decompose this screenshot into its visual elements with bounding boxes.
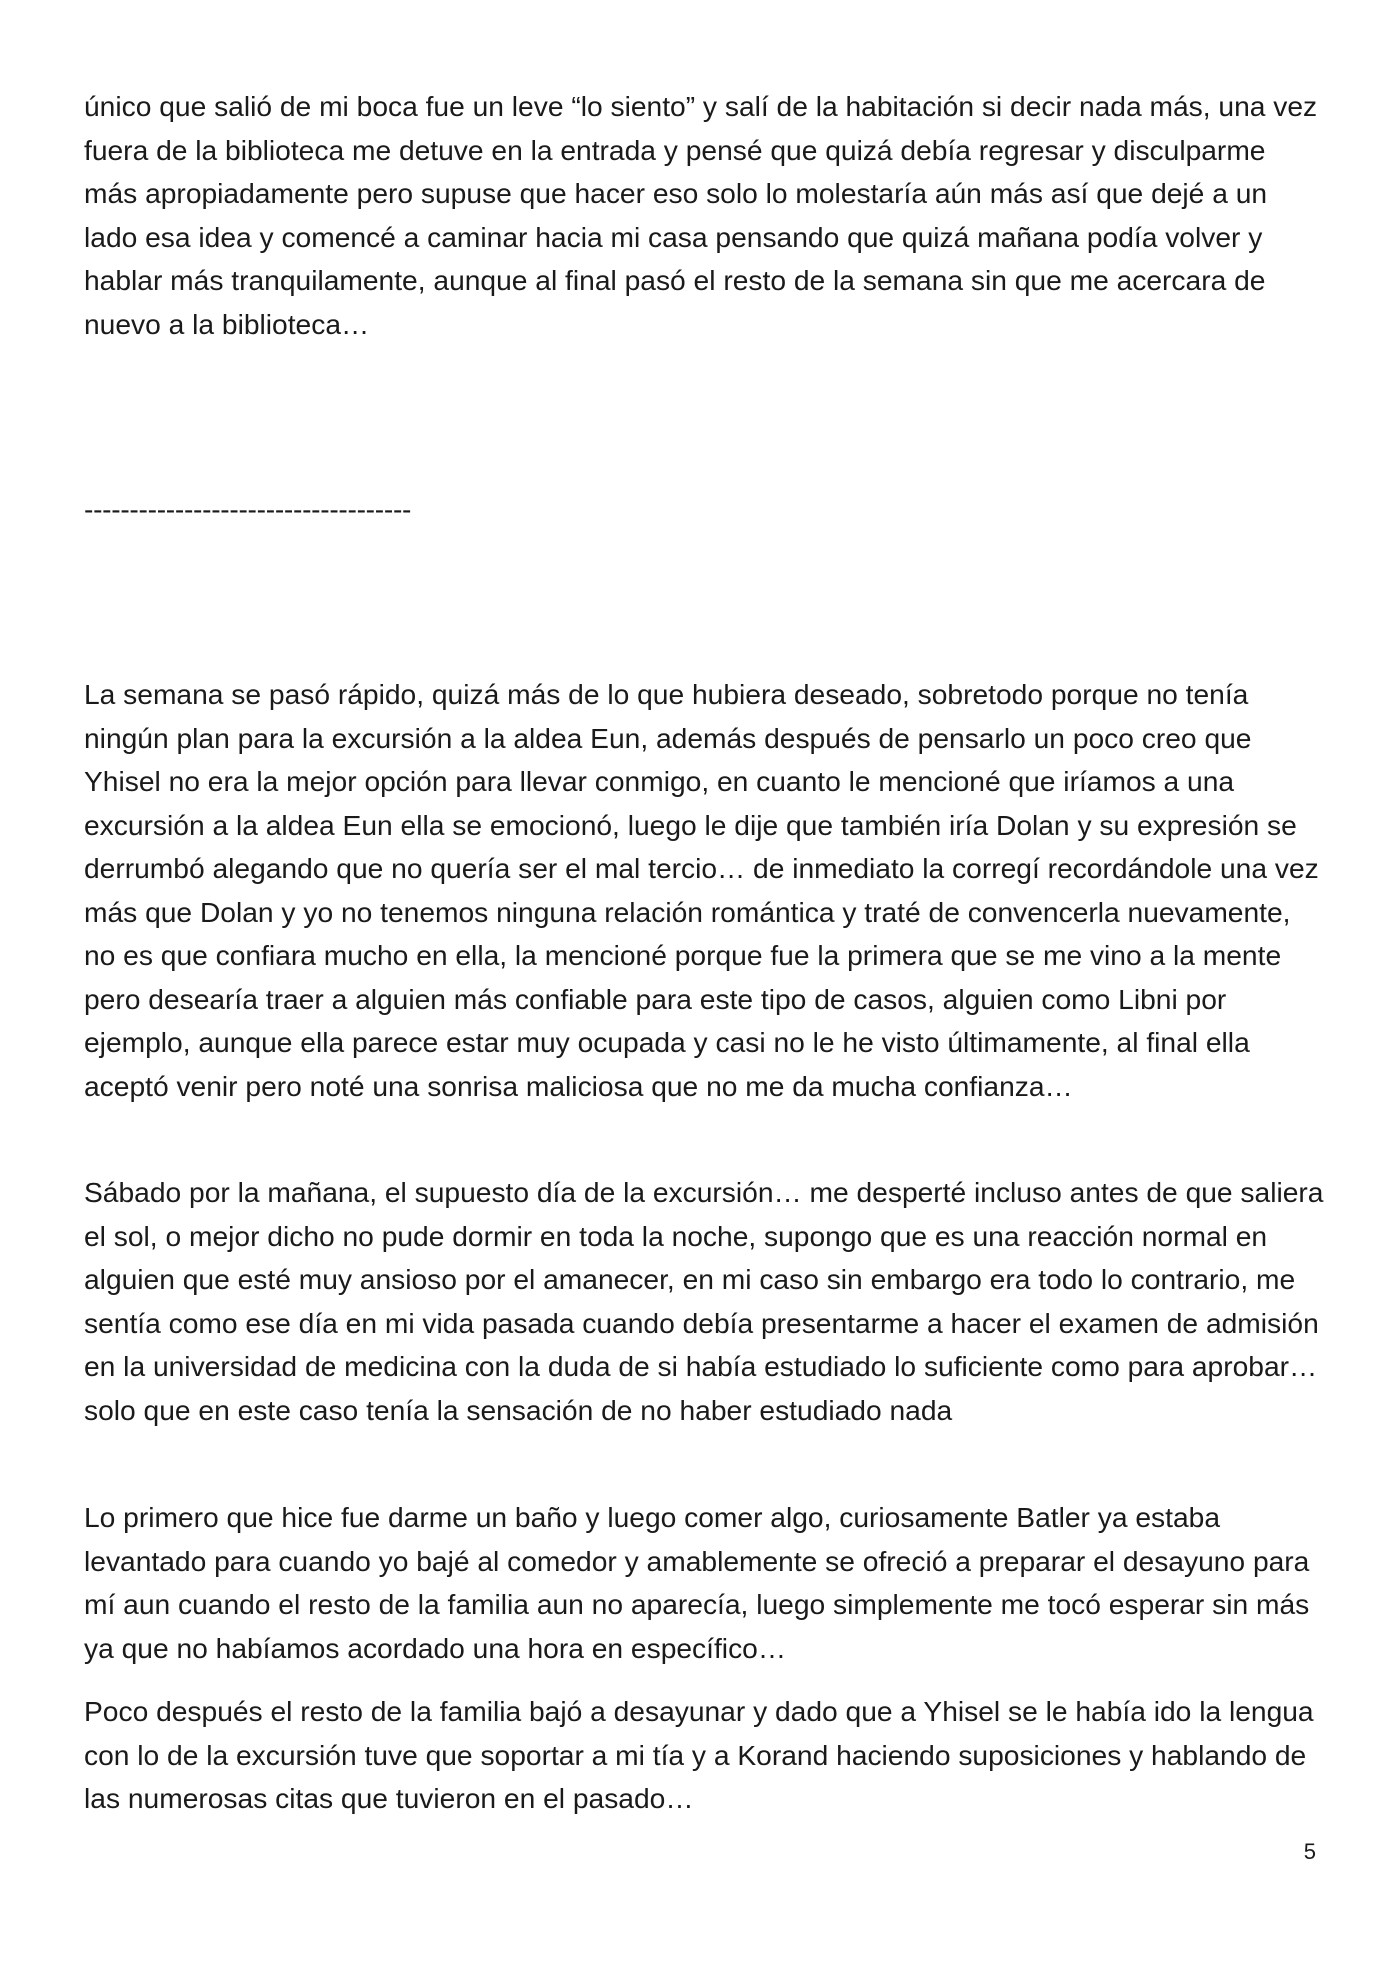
paragraph-3: Lo primero que hice fue darme un baño y luego comer algo, curiosamente Batler ya estaba levantado para cuando yo bajé al comedor y amablemente se ofreció a preparar el desayuno para mí aun cuando el resto de la familia aun no aparecía, luego simplemente me tocó esperar sin más ya que no habíamos acordado una hora en específico…	[84, 1501, 1310, 1664]
section-separator: ------------------------------------	[84, 493, 412, 525]
page-number: 5	[1303, 1839, 1316, 1864]
paragraph-intro: único que salió de mi boca fue un leve “lo siento” y salí de la habitación si decir nada más, una vez fuera de la biblioteca me detuve en la entrada y pensé que quizá debía regresar y disculparme más apropiadamente pero supuse que hacer eso solo lo molestaría aún más así que dejé a un lado esa idea y comencé a caminar hacia mi casa pensando que quizá mañana podía volver y hablar más tranquilamente, aunque al final pasó el resto de la semana sin que me acercara de nuevo a la biblioteca…	[84, 90, 1318, 340]
paragraph-2: Sábado por la mañana, el supuesto día de la excursión… me desperté incluso antes de que saliera el sol, o mejor dicho no pude dormir en toda la noche, supongo que es una reacción normal en alguien que esté muy ansioso por el amanecer, en mi caso sin embargo era todo lo contrario, me sentía como ese día en mi vida pasada cuando debía presentarme a hacer el examen de admisión en la universidad de medicina con la duda de si había estudiado lo suficiente como para aprobar… solo que en este caso tenía la sensación de no haber estudiado nada	[84, 1176, 1324, 1426]
paragraph-4: Poco después el resto de la familia bajó a desayunar y dado que a Yhisel se le había ido la lengua con lo de la excursión tuve que soportar a mi tía y a Korand haciendo suposiciones y hablando de las numerosas citas que tuvieron en el pasado…	[84, 1695, 1314, 1814]
paragraph-1: La semana se pasó rápido, quizá más de lo que hubiera deseado, sobretodo porque no tenía ningún plan para la excursión a la aldea Eun, además después de pensarlo un poco creo que Yhisel no era la mejor opción para llevar conmigo, en cuanto le mencioné que iríamos a una excursión a la aldea Eun ella se emocionó, luego le dije que también iría Dolan y su expresión se derrumbó alegando que no quería ser el mal tercio… de inmediato la corregí recordándole una vez más que Dolan y yo no tenemos ninguna relación romántica y traté de convencerla nuevamente, no es que confiara mucho en ella, la mencioné porque fue la primera que se me vino a la mente pero desearía traer a alguien más confiable para este tipo de casos, alguien como Libni por ejemplo, aunque ella parece estar muy ocupada y casi no le he visto últimamente, al final ella aceptó venir pero noté una sonrisa maliciosa que no me da mucha confianza…	[84, 678, 1319, 1102]
